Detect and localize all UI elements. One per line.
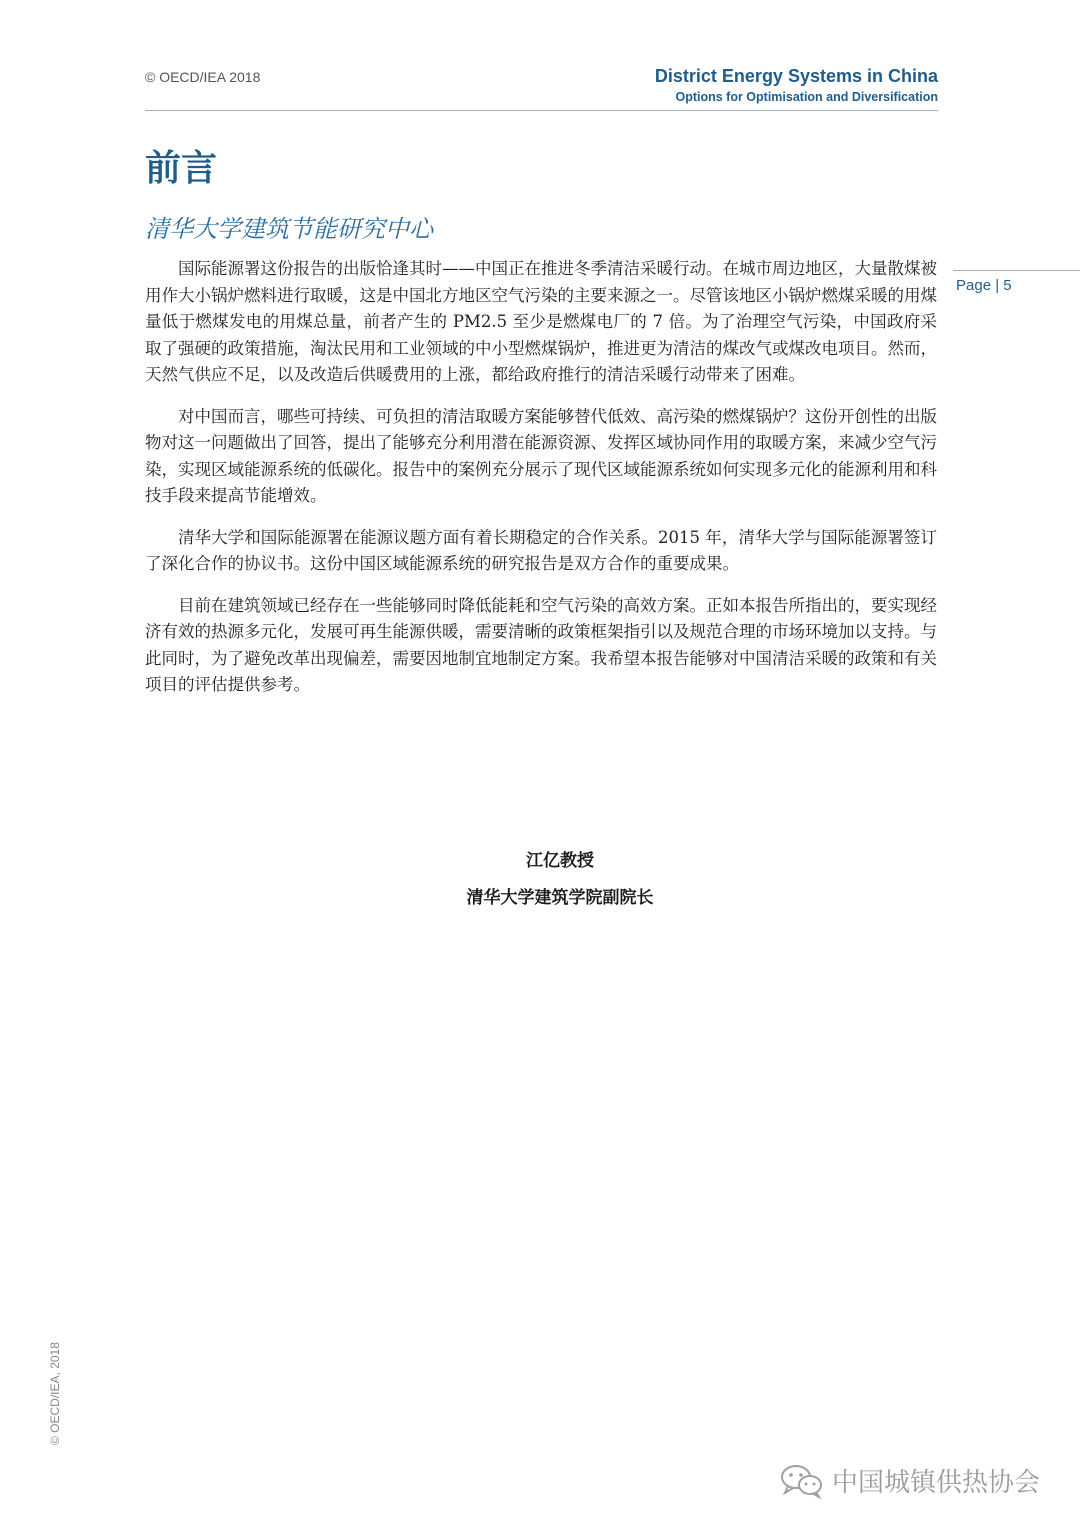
side-copyright: © OECD/IEA, 2018 bbox=[48, 1342, 62, 1445]
header-copyright: © OECD/IEA 2018 bbox=[145, 69, 261, 85]
watermark-text: 中国城镇供热协会 bbox=[832, 1468, 1041, 1498]
watermark bbox=[780, 1462, 1040, 1499]
page-title: 前言 bbox=[145, 148, 218, 189]
paragraph: 国际能源署这份报告的出版恰逢其时——中国正在推进冬季清洁采暖行动。在城市周边地区，大量散煤被用作大小锅炉燃料进行取暖，这是中国北方地区空气污染的主要来源之一。尽管该地区小锅炉燃煤采暖的用煤量低于燃煤发电的用煤总量，前者产生的 PM2.5 至少是燃煤电厂的 7 倍。为了治理空气污染，中国政府采取了强硬的政策措施，淘汰民用和工业领域的中小型燃煤锅炉，推进更为清洁的煤改气或煤改电项目。然而，天然气供应不足，以及改造后供暖费用的上涨，都给政府推行的清洁采暖行动带来了困难。 bbox=[145, 259, 937, 384]
signature-name: 江亿教授 bbox=[526, 851, 594, 871]
header-title: District Energy Systems in China bbox=[654, 66, 938, 86]
signature-title: 清华大学建筑学院副院长 bbox=[466, 888, 654, 908]
body-text bbox=[145, 256, 937, 714]
header-block bbox=[655, 64, 938, 106]
section-subtitle: 清华大学建筑节能研究中心 bbox=[145, 215, 433, 243]
paragraph: 对中国而言，哪些可持续、可负担的清洁取暖方案能够替代低效、高污染的燃煤锅炉？这份开创性的出版物对这一问题做出了回答，提出了能够充分利用潜在能源资源、发挥区域协同作用的取暖方案，来减少空气污染，实现区域能源系统的低碳化。报告中的案例充分展示了现代区域能源系统如何实现多元化的能源利用和科技手段来提高节能增效。 bbox=[145, 406, 937, 505]
page-number-divider bbox=[953, 270, 1080, 271]
header-divider bbox=[145, 110, 938, 111]
wechat-icon bbox=[780, 1463, 824, 1499]
paragraph: 目前在建筑领域已经存在一些能够同时降低能耗和空气污染的高效方案。正如本报告所指出的，要实现经济有效的热源多元化，发展可再生能源供暖，需要清晰的政策框架指引以及规范合理的市场环境加以支持。与此同时，为了避免改革出现偏差，需要因地制宜地制定方案。我希望本报告能够对中国清洁采暖的政策和有关项目的评估提供参考。 bbox=[145, 595, 937, 694]
page-number: Page | 5 bbox=[956, 277, 1012, 294]
header-subtitle: Options for Optimisation and Diversification bbox=[675, 90, 938, 104]
paragraph: 清华大学和国际能源署在能源议题方面有着长期稳定的合作关系。2015 年，清华大学与国际能源署签订了深化合作的协议书。这份中国区域能源系统的研究报告是双方合作的重要成果。 bbox=[145, 527, 937, 573]
